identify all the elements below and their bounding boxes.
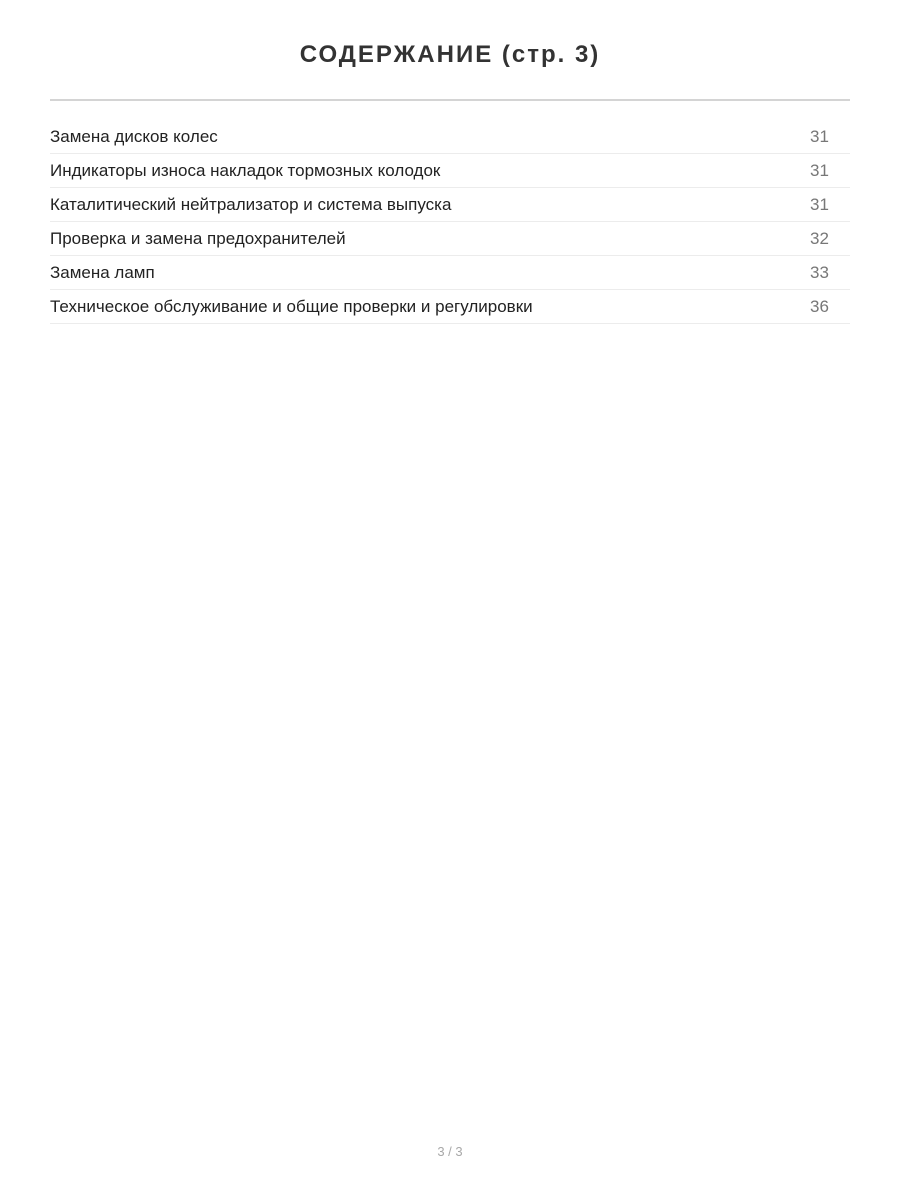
page-title: СОДЕРЖАНИЕ (стр. 3) [299, 41, 601, 68]
toc-entry-page: 31 [810, 126, 829, 146]
toc-entry-title: Замена дисков колес [50, 126, 218, 146]
toc-entry-title: Проверка и замена предохранителей [50, 228, 346, 248]
toc-entry-page: 32 [810, 228, 829, 248]
toc-entry-page: 33 [810, 262, 829, 282]
toc-entry[interactable] [50, 188, 850, 222]
table-of-contents [50, 120, 850, 324]
toc-entry-page: 31 [810, 194, 829, 214]
toc-entry-title: Индикаторы износа накладок тормозных колодок [50, 160, 441, 180]
title-divider [50, 99, 850, 101]
page-number: 3 / 3 [437, 1144, 463, 1159]
toc-entry[interactable] [50, 222, 850, 256]
toc-entry[interactable] [50, 256, 850, 290]
toc-entry-title: Техническое обслуживание и общие проверки и регулировки [50, 296, 533, 316]
toc-entry-title: Каталитический нейтрализатор и система выпуска [50, 194, 452, 214]
toc-entry[interactable] [50, 120, 850, 154]
toc-entry[interactable] [50, 290, 850, 324]
toc-entry-title: Замена ламп [50, 262, 155, 282]
toc-entry[interactable] [50, 154, 850, 188]
toc-entry-page: 31 [810, 160, 829, 180]
toc-entry-page: 36 [810, 296, 829, 316]
